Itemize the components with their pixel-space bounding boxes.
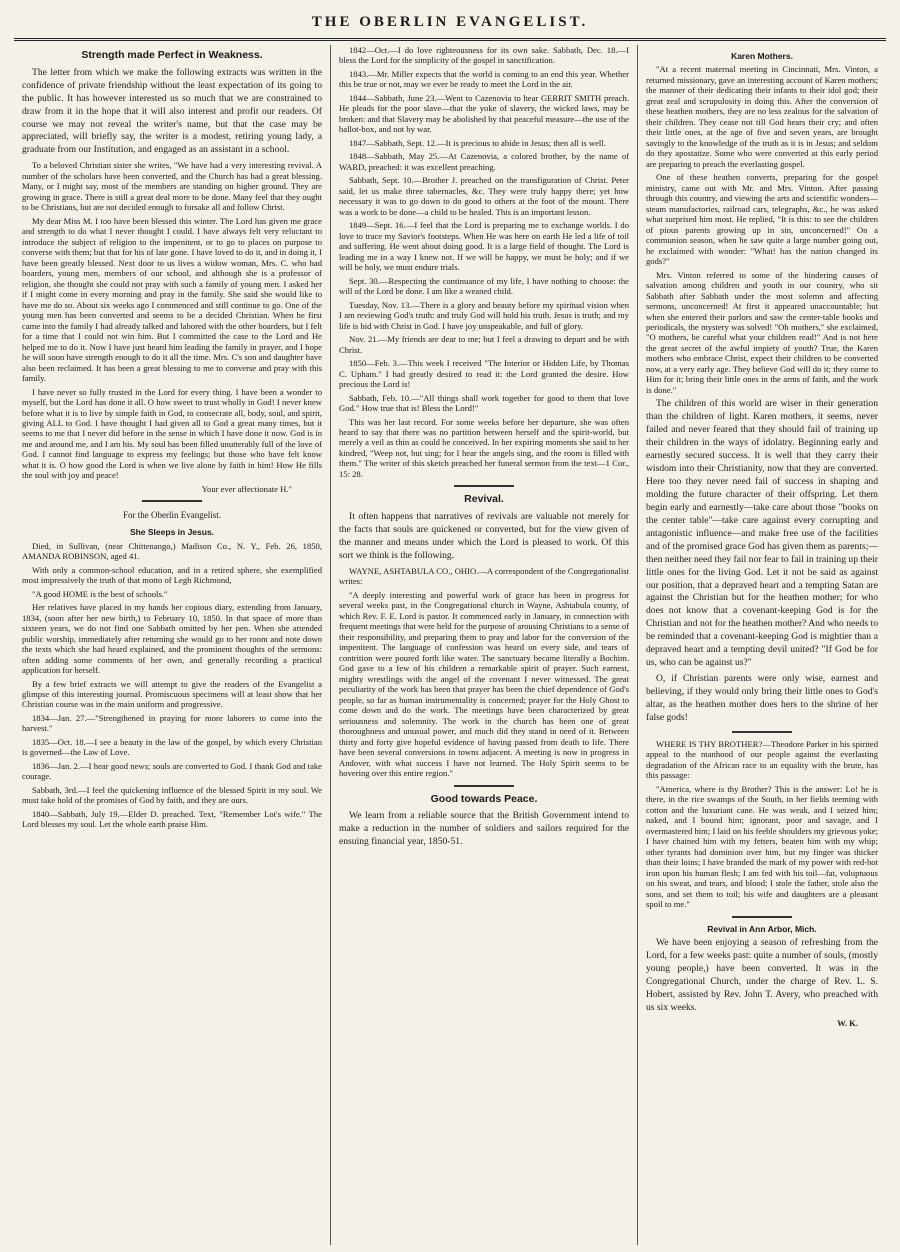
paragraph: Her relatives have placed in my hands her copious diary, extending from January, 1834, (soon after her new birth,) to February 10, 1850. In that space of more than sixteen years, we do not find one Sabbath omitted by her pen. When she attended public worship, immediately after returning she would go to her room and note down the texts which she had heard explained, and the prominent thoughts of the sermons: often adding some comments of her own, and generally recording a practical application for herself. (22, 602, 322, 676)
article-title-peace: Good towards Peace. (430, 792, 538, 805)
paragraph: "At a recent maternal meeting in Cincinnati, Mrs. Vinton, a returned missionary, gave an interesting account of Karen mothers; the manner of their dedicating their infants to their idol god; their great zeal and scrupulosity in doing this. After the conversion of these heathen mothers, they are no less zealous for the salvation of their children. They cease not till God hears their cry; and often their little ones, at the age of five and seven years, are brought savingly to the knowledge of the truth as it is in Jesus; and seldom do they apostatize. Some who were converted at this early period are preparing to preach the everlasting gospel. (646, 64, 878, 169)
paragraph: "A deeply interesting and powerful work of grace has been in progress for several weeks past, in the Congregational church in Wayne, Ashtabula county, of which Rev. F. E. Lord is pastor. It commenced early in January, in connection with frequent meetings that were held for the purpose of arousing Christians to a sense of their responsibility, and preparing them to pray and labor for the conversion of the impenitent. The language of confession was heard on every side, and tears of contrition were poured forth like water. The sanctuary became literally a Bochim. God gave to a few of his children a remarkable spirit of prayer. Such earnest, mighty wrestlings with the angel of the covenant I never witnessed. The great peculiarity of the work has been that prayer has been the chief dependence of God's people, so far as human instrumentality is concerned; prayer for the Holy Ghost to come down and do the work. The meetings have been characterized by great seriousness and solemnity. The work in the church has been one of great thoroughness and unusual power, and much did they stand in need of it. Between thirty and forty give hopeful evidence of having passed from death to life. There have been several conversions in towns adjacent. A meeting is now in progress in Andover, with what success I have not learned. The Holy Spirit seems to be hovering over this entire region." (339, 589, 629, 779)
paragraph: "A good HOME is the best of schools." (32, 588, 168, 599)
paragraph: 1843.—Mr. Miller expects that the world is coming to an end this year. Whether this be true or not, may we ever be ready to meet the Lord in the air. (339, 68, 629, 90)
paragraph: 1834—Jan. 27.—"Strengthened in praying for more laborers to come into the harvest." (22, 712, 322, 734)
paragraph: My dear Miss M. I too have been blessed this winter. The Lord has given me grace and strength to do what I never thought I could. I have always felt very reluctant to introduce the subject of religion to the impenitent, or to go to places on purpose to converse with them; but that for his of late gone. I have loved to do it, and in doing it, I have been greatly blessed. Next door to us lives a widow woman, Mrs. C. who had boarders, young men, members of our school, and although she is a professor of religion, she thought she could not pray with such a family of young men. I asked her if I might come in every morning and pray in the family. She said she would like to have me do so. About six weeks ago I commenced and still continue to go. One of the young men has been converted and seems to be a decided Christian. When he first came into the family I had already talked and labored with the other boarders, but I felt for a time that I could not win him. But I committed the case to the Lord and He helped me to do it. Now I have just heard him leading the family in prayer, and I hope he will soon have strength enough to do it all the time. Mrs. C's son and daughter have also been reclaimed. It has been a great blessing to me to converse and pray with this family. (22, 215, 322, 384)
paragraph: Tuesday, Nov. 13.—There is a glory and beauty before my spiritual vision when I am reviewing God's truth: and truly God will hold his truth. Jesus is truth; and my life is hid with Christ in God. I have joy unspeakable, and full of glory. (339, 299, 629, 331)
column-1 (14, 45, 330, 1245)
paragraph: 1849—Sept. 16.—I feel that the Lord is preparing me to exchange worlds. I do love to trace my Savior's footsteps. When He was here on earth He led a life of toil and suffering. He went about doing good. It is a large field of thought. The Lord is leading me in a way I knew not. If we will be happy, we must be holy; and if we will be holy, we must endure trials. (339, 220, 629, 273)
paragraph: Sabbath, 3rd.—I feel the quickening influence of the blessed Spirit in my soul. We must take hold of the promises of God by faith, and they are ours. (22, 784, 322, 806)
article-title-strength: Strength made Perfect in Weakness. (81, 49, 263, 61)
section-divider (454, 785, 514, 787)
paragraph: 1835—Oct. 18.—I see a beauty in the law of the gospel, by which every Christian is governed—the Law of Love. (22, 736, 322, 758)
paragraph: The children of this world are wiser in their generation than the children of light. Karen mothers, it seems, never failed and never feared that they should fail of training up their children in the ways of idolatry. Beginning early and earnestly secured success. It is well that they carry their wisdom into their Christianity, now that they are converted. Here too they never need fail of success in shaping and molding the future character of their offspring. Let them begin early and earnestly—take care about those "books on the center table"—take care against every corrupting and antagonistic influence—and make free use of the facilities and of the promised grace God has given them as parents;—then neither need they fail nor fear to fail in training up their little ones for the living God. Let it not be said as against our position, that a depraved heart and a tempting Satan are against the Christian but for the heathen mother; for who does not know that a covenant-keeping God is for the Christian and not for the heathen mother? And who needs to be reminded that a covenant-keeping God is mightier than a depraved heart and a tempting devil united? "If God be for us, who can be against us?" (646, 398, 878, 669)
paragraph: Nov. 21.—My friends are dear to me; but I feel a drawing to depart and be with Christ. (339, 334, 629, 355)
paragraph: 1844—Sabbath, June 23.—Went to Cazenovia to hear GERRIT SMITH preach. He pleads for the poor slave—that the yoke of slavery, the wicked laws, may be broken: and that Slavery may be abolished by that peaceful measure—the use of the ballot-box, and not by war. (339, 92, 629, 135)
section-divider (732, 731, 792, 733)
article-intro: The letter from which we make the following extracts was written in the confidence of private friendship without the least expectation of its going to the public. It has however interested us so much that we are constrained to draw from it in the hope that it will also interest and profit our readers. Of course we may not reveal the writer's name, but that the case may be appreciated, will briefly say, the writer is a modest, retiring young lady, a graduate from our Institution, and engaged as an assistant in a school. (22, 66, 322, 156)
paragraph: O, if Christian parents were only wise, earnest and believing, if they would only bring their little ones to God's altar, as the heathen mother does hers to the shrine of her false gods! (646, 673, 878, 723)
section-divider (732, 916, 792, 918)
paragraph: Sabbath, Feb. 10.—"All things shall work together for good to them that love God." How true that is! Bless the Lord!" (339, 392, 629, 414)
paragraph: With only a common-school education, and in a retired sphere, she exemplified most impressively the truth of that motto of Legh Richmond, (22, 564, 322, 586)
columns (14, 45, 886, 1245)
paragraph: Mrs. Vinton referred to some of the hindering causes of salvation among children and youth in our country, who sit Sabbath after Sabbath under the most solemn and affecting sermons, unconcerned! At first it appeared unaccountable; but when she entered their parlors and saw the center-table books and periodicals, the mystery was solved! "Oh mothers," she exclaimed, "O mothers, be careful what your children read!" And is not here the great secret of the awful impiety of youth? True, the Karen mothers who embrace Christ, expect their children to be converted now, at a very early age. They believe God will do it; they come to Him for it; bring their little ones in the arms of faith, and the work is done." (646, 269, 878, 395)
paragraph: We have been enjoying a season of refreshing from the Lord, for a few weeks past: quite a number of souls, (mostly young people,) have been converted. It was in the Congregational Church, under the charge of Rev. L. S. Hobert, assisted by Rev. John T. Avery, who preached with us six weeks. (646, 936, 878, 1013)
letter-signature: Your ever affectionate H." (201, 483, 292, 494)
paragraph: Sabbath, Sept. 10.—Brother J. preached on the transfiguration of Christ. Peter said, let us make three tabernacles, &c. They were truly happy there; yet how necessary it was to go down to do good to others at the foot of the mount. There was a work to be done—a child to be healed. This is an important lesson. (339, 175, 629, 217)
paragraph: To a beloved Christian sister she writes, "We have had a very interesting revival. A number of the scholars have been converted, and the Church has had a great blessing. Many, or I might say, most of the members are standing on higher ground. They are growing in grace. There is still a great deal more to be done. Many feel that they ought to be Christians, but are not decided enough to forsake all and follow Christ. (22, 160, 322, 213)
paragraph: I have never so fully trusted in the Lord for every thing. I have been a wonder to myself, but the Lord has done it all. O how sweet to trust wholly in God! I never knew before what it is to live by simple faith in God, to consecrate all, body, soul, and spirit, giving ALL to God. I have thought I had given all to God a great many times, but it seems to me that I never did before in the sense in which I have done it now. God is in me and around me, and I am his. My soul has been filled unutterably full of the love of God. I cannot find language to express my feelings; but those who have felt know what it is. O how good the Lord is when we live alone by faith in him! How He fills the soul with joy and peace! (22, 386, 322, 481)
section-divider (142, 500, 202, 502)
paragraph: 1842—Oct.—I do love righteousness for its own sake. Sabbath, Dec. 18.—I bless the Lord for the simplicity of the gospel in sanctification. (339, 45, 629, 66)
paragraph: "America, where is thy Brother? This is the answer: Lo! he is there, in the rice swamps of the South, in her fields teeming with cotton and the luxuriant cane. He was weak, and I seized him; naked, and I bound him; ignorant, poor and savage, and I overmastered him; I laid on his feeble shoulders my grievous yoke; I have chained him with my fetters, beaten him with my whip; other tyrants had dominion over him, but my finger was thicker than their loins; I have branded the mark of my power with red-hot iron upon his human flesh; I am fed with his toil—fat, voluptuous on his sweat, and tears, and blood; I stole the father, stole also the sons, and set them to toil; his wife and daughters are a pleasant spoil to me." (646, 783, 878, 910)
paragraph: WAYNE, ASHTABULA CO., OHIO.—A correspondent of the Congregationalist writes: (339, 565, 629, 587)
article-title-ann-arbor: Revival in Ann Arbor, Mich. (707, 923, 817, 934)
paragraph: Sept. 30.—Respecting the continuance of my life, I have nothing to choose: the will of the Lord be done. I am like a weaned child. (339, 275, 629, 297)
paragraph: 1850—Feb. 3.—This week I received "The Interior or Hidden Life, by Thomas C. Upham." I had greatly desired to read it: the Lord granted the desire. How precious the Lord is! (339, 358, 629, 390)
paragraph: Died, in Sullivan, (near Chittenango,) Madison Co., N. Y., Feb. 26, 1850, AMANDA ROBINSON, aged 41. (22, 540, 322, 562)
article-title-she-sleeps: She Sleeps in Jesus. (129, 527, 215, 538)
paragraph: 1836—Jan. 2.—I hear good news; souls are converted to God. I thank God and take courage. (22, 760, 322, 782)
article-title-karen: Karen Mothers. (731, 51, 793, 61)
paragraph: By a few brief extracts we will attempt to give the readers of the Evangelist a glimpse of this interesting journal. Promiscuous specimens will at least show that her Christian course was in the main uniform and progressive. (22, 678, 322, 710)
article-title-revival: Revival. (464, 493, 504, 506)
for-line: For the Oberlin Evangelist. (123, 510, 221, 521)
paragraph: 1840—Sabbath, July 19.—Elder D. preached. Text, "Remember Lot's wife." The Lord blesses my soul. Let the whole earth praise Him. (22, 808, 322, 830)
section-divider (454, 485, 514, 487)
paragraph: We learn from a reliable source that the British Government intend to make a reduction in the number of soldiers and sailors required for the ensuing financial year, 1850-51. (339, 810, 629, 848)
paragraph: 1848—Sabbath, May 25.—At Cazenovia, a colored brother, by the name of WARD, preached: it was excellent preaching. (339, 151, 629, 172)
paragraph: One of these heathen converts, preparing for the gospel ministry, came out with Mr. and Mrs. Vinton. After passing through this country, and viewing the arts and scientific wonders—steam manufactories, railroad cars, telegraphs, &c., he was asked what surprised him most. He replied, "It is this: to see the children of pious parents growing up in sin, unconcerned!" On a communion season, when he saw quite a large number going out, he exclaimed with wonder: "What! has the nation changed its gods?" (646, 172, 878, 267)
paragraph: WHERE IS THY BROTHER?—Theodore Parker in his spirited appeal to the manhood of our people against the everlasting degradation of the African race to an equality with the brute, has this passage: (646, 738, 878, 781)
masthead-rule (14, 38, 886, 41)
paragraph: It often happens that narratives of revivals are valuable not merely for the facts that souls are quickened or converted, but for the view given of the manner and means under which the Lord is pleased to work. Of this sort we think is the following. (339, 511, 629, 562)
column-2 (330, 45, 637, 1245)
article-signature: W. K. (837, 1017, 858, 1028)
masthead: THE OBERLIN EVANGELIST. (311, 14, 589, 30)
column-3 (637, 45, 886, 1245)
paragraph: This was her last record. For some weeks before her departure, she was often heard to say that there was no partition between herself and the spirit-world, but merely a veil as thin as could be conceived. In her expiring moments she said to her kindred, "Weep not, but sing; for I hear the angels sing, and the room is filled with them." The writer of this sketch preached her funeral sermon from the text—1 Cor., 15: 28. (339, 416, 629, 479)
paragraph: 1847—Sabbath, Sept. 12.—It is precious to abide in Jesus; then all is well. (349, 137, 606, 148)
